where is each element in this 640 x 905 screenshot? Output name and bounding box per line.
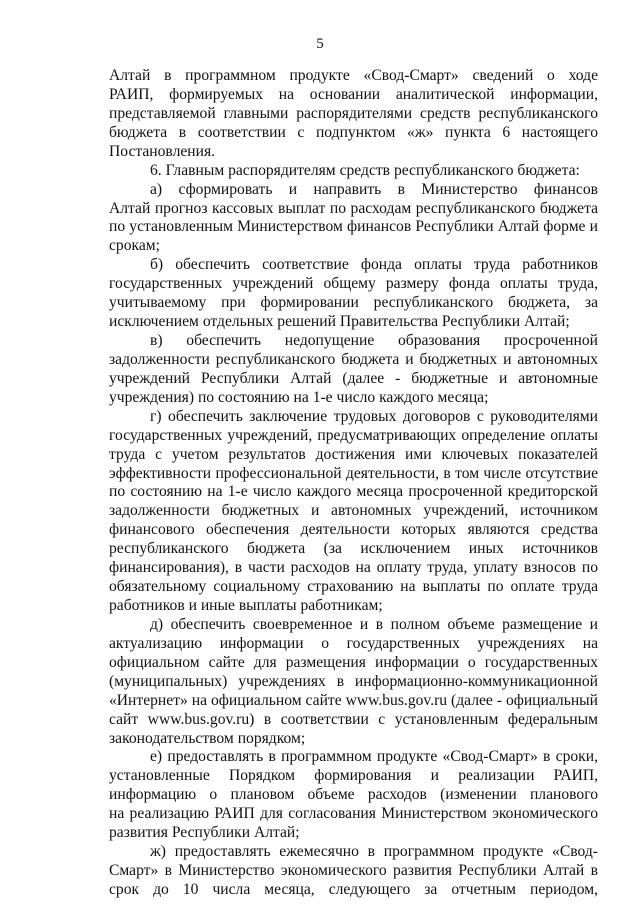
text-line: на реализацию РАИП для согласования Министерством экономического bbox=[109, 805, 598, 822]
text-line: РАИП, формируемых на основании аналитической информации, bbox=[109, 86, 598, 103]
text-line: сайт www.bus.gov.ru) в соответствии с установленным федеральным bbox=[109, 711, 598, 728]
text-line: учитываемому при формировании республиканского бюджета, за bbox=[109, 294, 598, 311]
text-line: (муниципальных) учреждениях в информационно-коммуникационной bbox=[109, 673, 598, 690]
text-line: е) предоставлять в программном продукте «Свод-Смарт» в сроки, bbox=[150, 748, 598, 765]
text-line: ж) предоставлять ежемесячно в программном продукте «Свод- bbox=[150, 843, 598, 860]
text-line: д) обеспечить своевременное и в полном объеме размещение и bbox=[150, 616, 598, 633]
text-line: 6. Главным распорядителям средств республиканского бюджета: bbox=[150, 162, 580, 179]
text-line: законодательством порядком; bbox=[109, 730, 306, 747]
text-line: финансового обеспечения деятельности которых являются средства bbox=[109, 521, 598, 538]
text-line: развития Республики Алтай; bbox=[109, 824, 300, 841]
text-line: исключением отдельных решений Правительства Республики Алтай; bbox=[109, 313, 570, 330]
text-line: государственных учреждений общему размеру фонда оплаты труда, bbox=[109, 275, 598, 292]
text-line: учреждения) по состоянию на 1-е число каждого месяца; bbox=[109, 389, 489, 406]
text-line: эффективности профессиональной деятельности, в том числе отсутствие bbox=[109, 465, 598, 482]
text-line: финансирования), в части расходов на оплату труда, уплату взносов по bbox=[109, 559, 598, 576]
text-line: г) обеспечить заключение трудовых договоров с руководителями bbox=[150, 408, 598, 425]
text-line: работников и иные выплаты работникам; bbox=[109, 597, 383, 614]
text-line: государственных учреждений, предусматривающих определение оплаты bbox=[109, 427, 598, 444]
text-line: бюджета в соответствии с подпунктом «ж» пункта 6 настоящего bbox=[109, 124, 598, 141]
text-line: учреждений Республики Алтай (далее - бюджетные и автономные bbox=[109, 370, 598, 387]
text-line: установленные Порядком формирования и реализации РАИП, bbox=[109, 767, 598, 784]
text-line: Постановления. bbox=[109, 143, 216, 160]
text-line: а) сформировать и направить в Министерство финансов bbox=[150, 181, 598, 198]
text-line: Алтай прогноз кассовых выплат по расходам республиканского бюджета bbox=[109, 200, 598, 217]
text-line: республиканского бюджета (за исключением иных источников bbox=[109, 540, 598, 557]
page-number: 5 bbox=[316, 36, 324, 52]
text-line: труда с учетом результатов достижения ими ключевых показателей bbox=[109, 446, 598, 463]
text-line: информацию о плановом объеме расходов (изменении планового bbox=[109, 786, 598, 803]
text-line: срокам; bbox=[109, 237, 160, 254]
text-line: задолженности республиканского бюджета и бюджетных и автономных bbox=[109, 351, 598, 368]
text-line: официальном сайте для размещения информации о государственных bbox=[109, 654, 598, 671]
text-line: в) обеспечить недопущение образования просроченной bbox=[150, 332, 598, 349]
text-line: задолженности бюджетных и автономных учреждений, источником bbox=[109, 502, 598, 519]
text-line: «Интернет» на официальном сайте www.bus.gov.ru (далее - официальный bbox=[109, 692, 598, 709]
text-line: по состоянию на 1-е число каждого месяца просроченной кредиторской bbox=[109, 483, 598, 500]
text-line: по установленным Министерством финансов Республики Алтай форме и bbox=[109, 218, 598, 235]
text-line: Алтай в программном продукте «Свод-Смарт» сведений о ходе bbox=[109, 67, 598, 84]
text-line: обязательному социальному страхованию на выплаты по оплате труда bbox=[109, 578, 598, 595]
text-line: Смарт» в Министерство экономического развития Республики Алтай в bbox=[109, 862, 598, 879]
text-line: б) обеспечить соответствие фонда оплаты труда работников bbox=[150, 256, 598, 273]
text-line: срок до 10 числа месяца, следующего за отчетным периодом, bbox=[109, 881, 598, 898]
text-line: актуализацию информации о государственных учреждениях на bbox=[109, 635, 598, 652]
text-line: представляемой главными распорядителями средств республиканского bbox=[109, 105, 598, 122]
